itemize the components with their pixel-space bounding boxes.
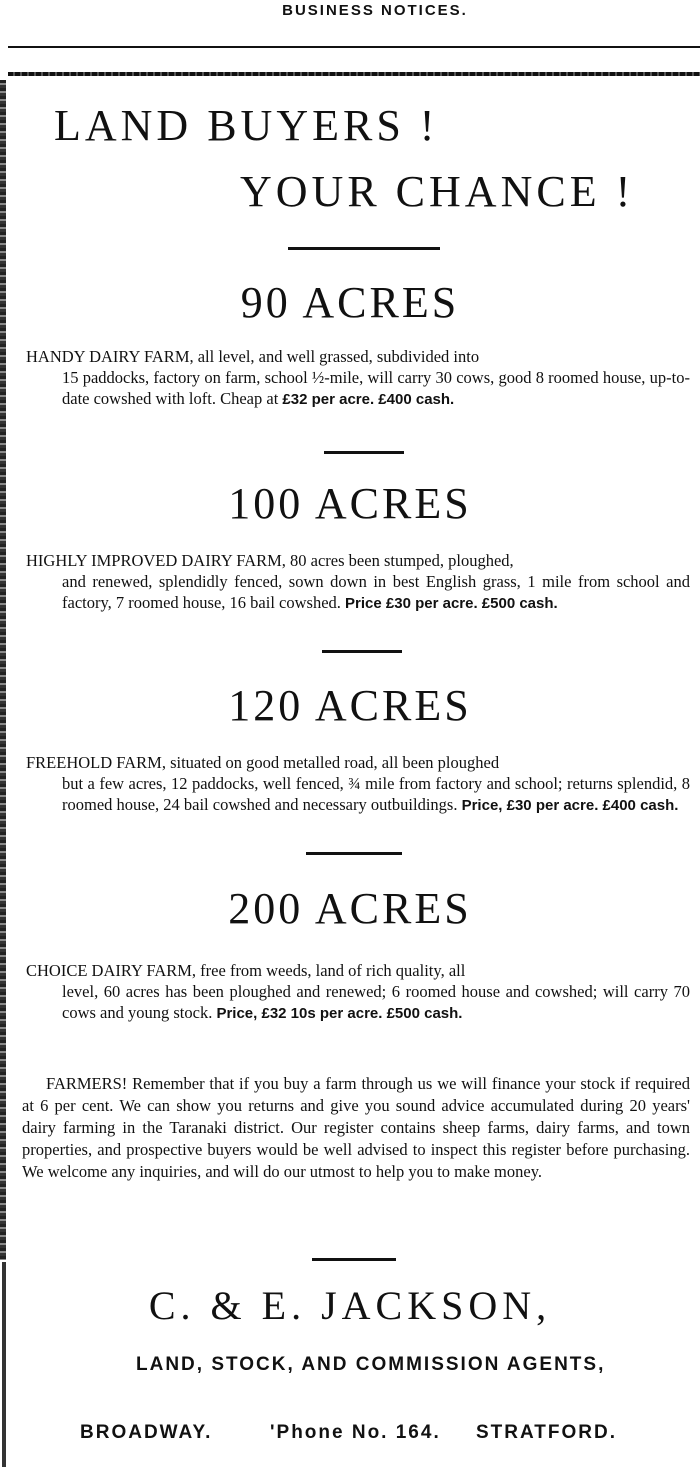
listing-text bbox=[26, 550, 690, 614]
listing-price: Price £30 per acre. £500 cash. bbox=[345, 595, 558, 612]
listing-body bbox=[26, 981, 690, 1024]
listing-heading: 200 ACRES bbox=[228, 884, 472, 933]
divider bbox=[306, 852, 402, 855]
double-rule bbox=[8, 72, 700, 76]
listing-price: Price, £32 10s per acre. £500 cash. bbox=[216, 1005, 463, 1022]
listing-heading: 90 ACRES bbox=[240, 278, 460, 327]
company-town: STRATFORD. bbox=[476, 1422, 618, 1443]
listing-heading: 100 ACRES bbox=[228, 479, 472, 528]
listing-price: Price, £30 per acre. £400 cash. bbox=[461, 797, 679, 814]
listing-text bbox=[26, 752, 690, 816]
headline-land-buyers: LAND BUYERS ! bbox=[54, 101, 439, 150]
divider bbox=[312, 1258, 396, 1261]
header-rule bbox=[8, 46, 700, 48]
listing-heading: 120 ACRES bbox=[228, 681, 472, 730]
divider bbox=[324, 451, 404, 454]
border-strip bbox=[0, 80, 6, 1260]
company-tagline: LAND, STOCK, AND COMMISSION AGENTS, bbox=[136, 1354, 606, 1375]
listing-body-text: level, 60 acres has been ploughed and renewed; 6 roomed house and cowshed; will carry 70 cows and young stock. bbox=[62, 982, 690, 1022]
listing-first-line: CHOICE DAIRY FARM, free from weeds, land of rich quality, all bbox=[26, 961, 466, 980]
divider bbox=[322, 650, 402, 653]
company-phone: 'Phone No. 164. bbox=[270, 1422, 441, 1443]
company-name: C. & E. JACKSON, bbox=[148, 1283, 552, 1328]
listing-body bbox=[26, 367, 690, 410]
listing-text bbox=[26, 960, 690, 1024]
listing-text bbox=[26, 346, 690, 410]
listing-body bbox=[26, 571, 690, 614]
listing-first-line: HANDY DAIRY FARM, all level, and well grassed, subdivided into bbox=[26, 347, 480, 366]
listing-first-line: HIGHLY IMPROVED DAIRY FARM, 80 acres been stumped, ploughed, bbox=[26, 551, 514, 570]
listing-body bbox=[26, 773, 690, 816]
company-street: BROADWAY. bbox=[80, 1422, 213, 1443]
farmers-notice: FARMERS! Remember that if you buy a farm through us we will finance your stock if required at 6 per cent. We can show you returns and give you sound advice accumulated during 20 years' dairy farming in the Taranaki district. Our register contains sheep farms, dairy farms, and town properties, and prospective buyers would be well advised to inspect this register before purchasing. We welcome any inquiries, and will do our utmost to help you to make money. bbox=[22, 1074, 690, 1181]
listing-body-text: but a few acres, 12 paddocks, well fenced, ¾ mile from factory and school; returns splendid, 8 roomed house, 24 bail cowshed and necessary outbuildings. bbox=[62, 774, 690, 814]
listing-body-text: and renewed, splendidly fenced, sown down in best English grass, 1 mile from school and factory, 7 roomed house, 16 bail cowshed. bbox=[62, 572, 690, 612]
headline-your-chance: YOUR CHANCE ! bbox=[240, 167, 635, 216]
section-title: BUSINESS NOTICES. bbox=[282, 2, 468, 19]
listing-body-text: 15 paddocks, factory on farm, school ½-mile, will carry 30 cows, good 8 roomed house, up-to-date cowshed with loft. Cheap at bbox=[62, 368, 690, 408]
listing-price: £32 per acre. £400 cash. bbox=[282, 391, 455, 408]
listing-first-line: FREEHOLD FARM, situated on good metalled road, all been ploughed bbox=[26, 753, 500, 772]
page-header bbox=[0, 0, 700, 26]
divider bbox=[288, 247, 440, 250]
